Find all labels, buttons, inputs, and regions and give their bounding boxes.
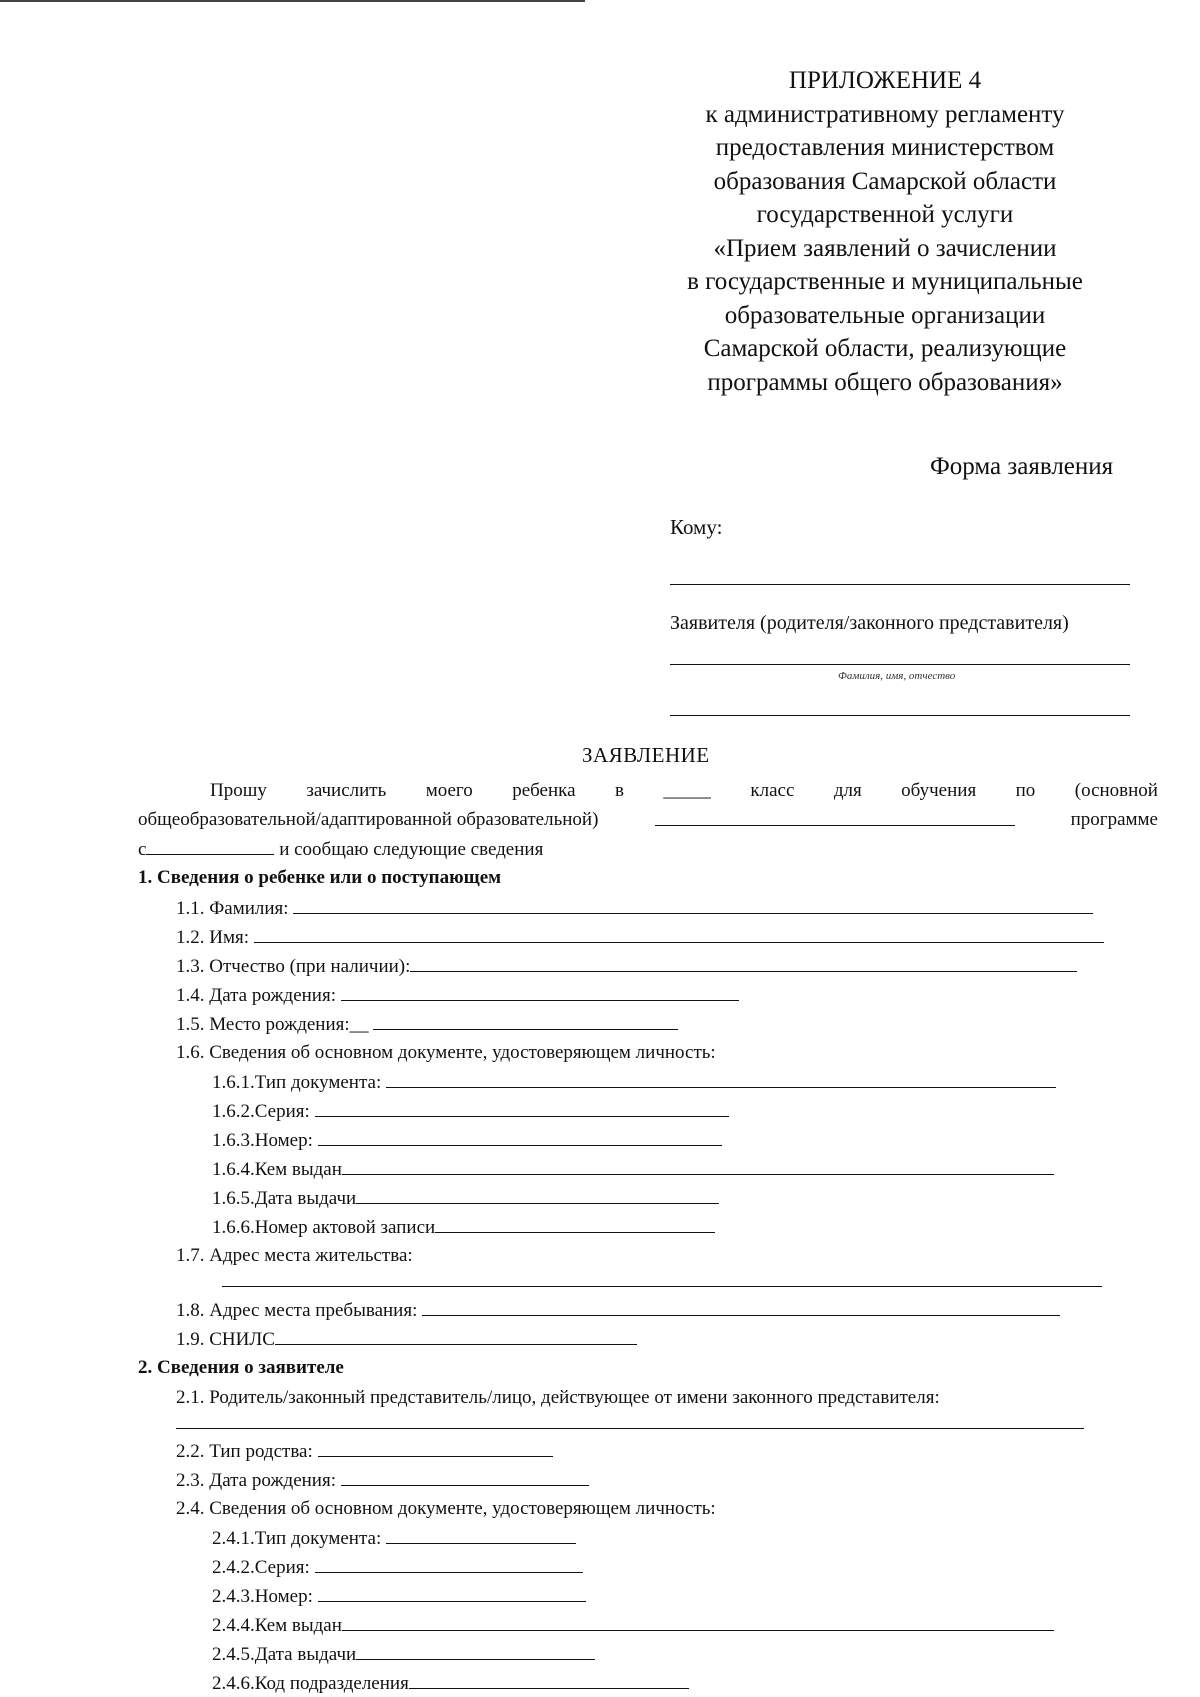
- field-row: [212, 1584, 586, 1609]
- field-label: 1.6. Сведения об основном документе, удостоверяющем личность:: [176, 1042, 716, 1063]
- header-line: к административному регламенту: [705, 100, 1065, 128]
- field-label: 1.6.4.Кем выдан: [212, 1159, 342, 1180]
- field-label: 2.4.2.Серия:: [212, 1557, 310, 1578]
- field-label: 1.8. Адрес места пребывания:: [176, 1300, 418, 1321]
- field-label: 1.6.5.Дата выдачи: [212, 1188, 357, 1209]
- intro-word: класс: [750, 780, 795, 801]
- header-line: программы общего образования»: [707, 368, 1063, 396]
- applicant-document-type-field[interactable]: [386, 1526, 576, 1544]
- recipient-line[interactable]: [670, 584, 1130, 585]
- intro-line-1: [138, 779, 1158, 803]
- field-label: 1.6.2.Серия:: [212, 1101, 310, 1122]
- field-label: 1.7. Адрес места жительства:: [176, 1245, 413, 1266]
- field-row: [212, 1099, 729, 1124]
- field-row: [212, 1555, 583, 1580]
- field-row: [176, 983, 739, 1008]
- form-title: Форма заявления: [930, 453, 1114, 480]
- field-label: 2.4.3.Номер:: [212, 1586, 313, 1607]
- field-row: [212, 1526, 576, 1551]
- header-line: «Прием заявлений о зачислении: [713, 234, 1057, 262]
- residence-address-field[interactable]: [222, 1286, 1102, 1287]
- applicant-issued-by-field[interactable]: [342, 1613, 1054, 1631]
- field-label: 1.5. Место рождения:__: [176, 1014, 369, 1035]
- grade-blank[interactable]: _____: [663, 780, 711, 801]
- applicant-document-number-field[interactable]: [318, 1584, 586, 1602]
- section2-title: 2. Сведения о заявителе: [138, 1357, 344, 1378]
- intro-line-2: [138, 808, 1158, 832]
- division-code-field[interactable]: [409, 1671, 689, 1689]
- name-field[interactable]: [254, 925, 1104, 943]
- appendix-header: [600, 64, 1170, 399]
- field-label: 1.1. Фамилия:: [176, 898, 289, 919]
- field-row: [176, 1041, 716, 1065]
- birth-date-field[interactable]: [341, 983, 739, 1001]
- field-row: [212, 1613, 1054, 1638]
- intro-word: по: [1015, 780, 1036, 801]
- field-label: 1.6.6.Номер актовой записи: [212, 1217, 436, 1238]
- field-label: 1.9. СНИЛС: [176, 1329, 275, 1350]
- field-row: [176, 1386, 940, 1410]
- header-line: образовательные организации: [724, 301, 1046, 329]
- applicant-name-line[interactable]: [670, 664, 1130, 665]
- document-type-field[interactable]: [386, 1070, 1056, 1088]
- birth-place-field[interactable]: [373, 1012, 678, 1030]
- program-blank[interactable]: [655, 808, 1015, 826]
- start-date-blank[interactable]: [146, 837, 274, 855]
- field-row: [176, 1468, 589, 1493]
- field-row: [212, 1157, 1054, 1182]
- document-series-field[interactable]: [315, 1099, 729, 1117]
- snils-field[interactable]: [275, 1327, 637, 1345]
- field-row: [212, 1215, 715, 1240]
- intro-word: Прошу: [210, 780, 267, 801]
- scan-edge-line: [0, 0, 585, 2]
- intro-word: зачислить: [306, 780, 387, 801]
- patronymic-field[interactable]: [410, 954, 1077, 972]
- applicant-document-series-field[interactable]: [315, 1555, 583, 1573]
- intro-word: ребенка: [512, 780, 576, 801]
- field-label: 2.4. Сведения об основном документе, удостоверяющем личность:: [176, 1498, 716, 1519]
- field-label: 2.3. Дата рождения:: [176, 1470, 336, 1491]
- intro-text: и сообщаю следующие сведения: [279, 839, 544, 860]
- stay-address-field[interactable]: [422, 1298, 1060, 1316]
- to-label: Кому:: [670, 515, 723, 539]
- applicant-label: Заявителя (родителя/законного представителя): [670, 612, 1069, 634]
- header-line: государственной услуги: [756, 201, 1014, 228]
- field-row: [176, 1439, 553, 1464]
- relation-type-field[interactable]: [318, 1439, 553, 1457]
- representative-field[interactable]: [176, 1428, 1084, 1429]
- intro-text: с: [138, 839, 147, 860]
- section1-title: 1. Сведения о ребенке или о поступающем: [138, 867, 502, 888]
- field-label: 2.4.4.Кем выдан: [212, 1615, 342, 1636]
- issue-date-field[interactable]: [356, 1186, 719, 1204]
- applicant-issue-date-field[interactable]: [356, 1642, 595, 1660]
- field-row: [212, 1671, 689, 1696]
- intro-word: (основной: [1074, 780, 1158, 801]
- field-label: 1.6.3.Номер:: [212, 1130, 313, 1151]
- field-label: 2.4.5.Дата выдачи: [212, 1644, 357, 1665]
- header-line: предоставления министерством: [715, 134, 1055, 161]
- field-row: [176, 925, 1104, 950]
- applicant-birth-date-field[interactable]: [341, 1468, 589, 1486]
- field-row: [212, 1128, 722, 1153]
- surname-field[interactable]: [293, 896, 1093, 914]
- intro-word: моего: [425, 780, 473, 801]
- field-row: [176, 1327, 637, 1352]
- applicant-extra-line[interactable]: [670, 715, 1130, 716]
- field-row: [212, 1642, 595, 1667]
- field-label: 2.4.6.Код подразделения: [212, 1673, 409, 1694]
- intro-word: обучения: [901, 780, 977, 801]
- field-row: [176, 1298, 1060, 1323]
- field-label: 1.2. Имя:: [176, 927, 250, 948]
- field-label: 1.4. Дата рождения:: [176, 985, 336, 1006]
- header-line: Самарской области, реализующие: [703, 335, 1067, 362]
- header-line: в государственные и муниципальные: [687, 268, 1083, 295]
- header-line: ПРИЛОЖЕНИЕ 4: [788, 67, 982, 94]
- field-row: [212, 1070, 1056, 1095]
- field-row: [212, 1186, 719, 1211]
- field-label: 2.1. Родитель/законный представитель/лицо, действующее от имени законного представителя:: [176, 1387, 940, 1408]
- name-hint: Фамилия, имя, отчество: [838, 670, 956, 682]
- field-label: 1.6.1.Тип документа:: [212, 1072, 382, 1093]
- header-line: образования Самарской области: [713, 167, 1057, 195]
- document-title: ЗАЯВЛЕНИЕ: [582, 743, 710, 767]
- intro-line-3: [138, 837, 543, 862]
- intro-word: для: [833, 780, 862, 801]
- document-number-field[interactable]: [318, 1128, 722, 1146]
- field-label: 2.2. Тип родства:: [176, 1441, 313, 1462]
- field-row: [176, 954, 1077, 979]
- field-row: [176, 896, 1093, 921]
- record-number-field[interactable]: [435, 1215, 715, 1233]
- field-row: [176, 1244, 413, 1268]
- field-row: [176, 1012, 678, 1037]
- field-label: 2.4.1.Тип документа:: [212, 1528, 382, 1549]
- issued-by-field[interactable]: [342, 1157, 1054, 1175]
- intro-text: программе: [1070, 809, 1158, 830]
- intro-word: в: [614, 780, 624, 801]
- field-label: 1.3. Отчество (при наличии):: [176, 956, 411, 977]
- field-row: [176, 1497, 716, 1521]
- intro-text: общеобразовательной/адаптированной образовательной): [138, 809, 599, 830]
